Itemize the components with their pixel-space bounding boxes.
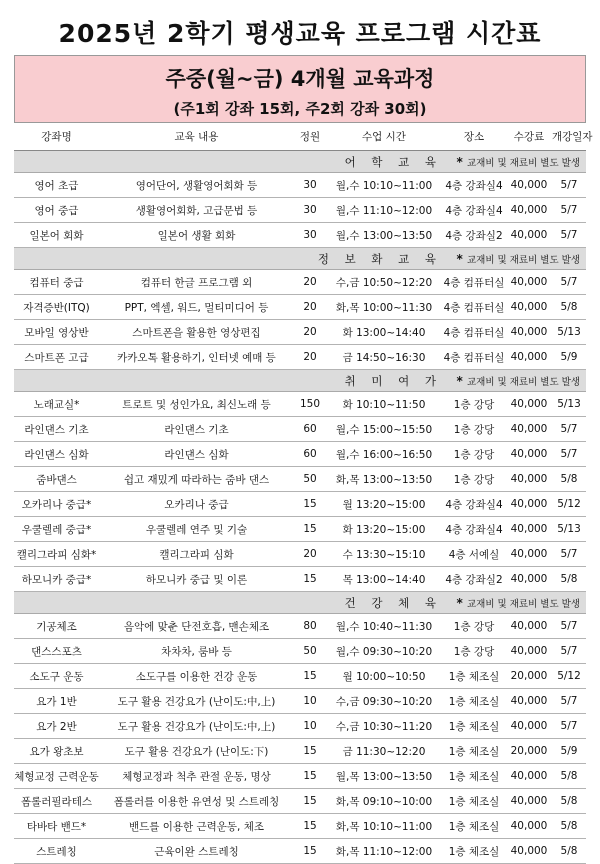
cell-fee: 40,000 <box>506 689 552 714</box>
cell-capacity: 15 <box>294 789 326 814</box>
cell-start-date: 5/13 <box>552 320 586 345</box>
asterisk-mark: * <box>456 595 467 610</box>
cell-course-content: 라인댄스 기초 <box>99 417 294 442</box>
cell-fee: 40,000 <box>506 814 552 839</box>
cell-class-time: 월,수 09:30~10:20 <box>326 639 442 664</box>
cell-capacity: 15 <box>294 517 326 542</box>
cell-class-time: 월,수 10:10~11:00 <box>326 173 442 198</box>
category-label-cell <box>14 151 442 173</box>
cell-start-date: 5/7 <box>552 614 586 639</box>
category-label: 건 강 체 육 <box>344 595 442 610</box>
cell-class-time: 화 10:10~11:50 <box>326 392 442 417</box>
cell-start-date: 5/7 <box>552 173 586 198</box>
category-label-cell <box>14 370 442 392</box>
cell-start-date: 5/8 <box>552 764 586 789</box>
cell-class-time: 화,목 10:00~11:30 <box>326 295 442 320</box>
cell-course-content: 음악에 맞춘 단전호흡, 맨손체조 <box>99 614 294 639</box>
cell-class-time: 금 11:30~12:20 <box>326 739 442 764</box>
table-row <box>14 320 586 345</box>
course-period-title: 주중(월~금) 4개월 교육과정 <box>165 67 435 91</box>
table-row <box>14 714 586 739</box>
cell-location: 1층 강당 <box>442 442 506 467</box>
cell-course-content: 도구 활용 건강요가 (난이도:中,上) <box>99 689 294 714</box>
table-row <box>14 542 586 567</box>
cell-start-date: 5/13 <box>552 392 586 417</box>
cell-location: 1층 강당 <box>442 614 506 639</box>
cell-course-name: 댄스스포츠 <box>14 639 99 664</box>
cell-course-content: 쉽고 재밌게 따라하는 줌바 댄스 <box>99 467 294 492</box>
cell-fee: 40,000 <box>506 295 552 320</box>
cell-start-date: 5/8 <box>552 839 586 864</box>
cell-course-name: 스트레칭 <box>14 839 99 864</box>
cell-start-date: 5/8 <box>552 567 586 592</box>
cell-capacity: 15 <box>294 764 326 789</box>
cell-location: 4층 강좌실4 <box>442 517 506 542</box>
cell-fee: 40,000 <box>506 567 552 592</box>
category-note-cell <box>442 370 586 392</box>
cell-capacity: 80 <box>294 614 326 639</box>
cell-start-date: 5/7 <box>552 223 586 248</box>
cell-course-content: 도구 활용 건강요가 (난이도:下) <box>99 739 294 764</box>
cell-start-date: 5/8 <box>552 789 586 814</box>
header-fee: 수강료 <box>506 123 552 151</box>
category-note: 교재비 및 재료비 별도 발생 <box>466 254 580 266</box>
cell-location: 1층 체조실 <box>442 789 506 814</box>
schedule-table <box>14 123 593 864</box>
cell-class-time: 화 13:00~14:40 <box>326 320 442 345</box>
cell-class-time: 월,수 15:00~15:50 <box>326 417 442 442</box>
cell-course-name: 라인댄스 심화 <box>14 442 99 467</box>
cell-capacity: 15 <box>294 664 326 689</box>
cell-course-content: 하모니카 중급 및 이론 <box>99 567 294 592</box>
category-note-cell <box>442 248 586 270</box>
cell-capacity: 15 <box>294 492 326 517</box>
cell-location: 1층 체조실 <box>442 764 506 789</box>
cell-start-date: 5/7 <box>552 417 586 442</box>
cell-capacity: 50 <box>294 467 326 492</box>
header-capacity: 정원 <box>294 123 326 151</box>
cell-start-date: 5/7 <box>552 270 586 295</box>
asterisk-mark: * <box>456 154 467 169</box>
cell-capacity: 20 <box>294 320 326 345</box>
category-label: 정 보 화 교 육 <box>317 251 442 266</box>
cell-course-content: 오카리나 중급 <box>99 492 294 517</box>
cell-course-name: 소도구 운동 <box>14 664 99 689</box>
cell-location: 4층 컴퓨터실 <box>442 320 506 345</box>
cell-course-name: 스마트폰 고급 <box>14 345 99 370</box>
cell-location: 1층 체조실 <box>442 814 506 839</box>
cell-course-content: 카카오톡 활용하기, 인터넷 예매 등 <box>99 345 294 370</box>
cell-course-content: 도구 활용 건강요가 (난이도:中,上) <box>99 714 294 739</box>
cell-fee: 40,000 <box>506 542 552 567</box>
table-row <box>14 223 586 248</box>
cell-class-time: 월 13:20~15:00 <box>326 492 442 517</box>
cell-start-date: 5/7 <box>552 198 586 223</box>
cell-start-date: 5/9 <box>552 345 586 370</box>
cell-class-time: 월,수 10:40~11:30 <box>326 614 442 639</box>
cell-capacity: 60 <box>294 442 326 467</box>
table-row <box>14 664 586 689</box>
cell-course-name: 폼롤러필라테스 <box>14 789 99 814</box>
cell-class-time: 화,목 13:00~13:50 <box>326 467 442 492</box>
cell-fee: 40,000 <box>506 270 552 295</box>
cell-fee: 40,000 <box>506 198 552 223</box>
table-row <box>14 839 586 864</box>
cell-capacity: 10 <box>294 689 326 714</box>
cell-class-time: 수,금 09:30~10:20 <box>326 689 442 714</box>
cell-class-time: 월 10:00~10:50 <box>326 664 442 689</box>
header-location: 장소 <box>442 123 506 151</box>
cell-start-date: 5/13 <box>552 517 586 542</box>
cell-class-time: 화 13:20~15:00 <box>326 517 442 542</box>
cell-location: 4층 강좌실4 <box>442 492 506 517</box>
cell-start-date: 5/12 <box>552 664 586 689</box>
cell-course-content: 체형교정과 척추 관절 운동, 명상 <box>99 764 294 789</box>
schedule-body <box>14 151 586 864</box>
cell-location: 4층 강좌실4 <box>442 173 506 198</box>
cell-fee: 40,000 <box>506 442 552 467</box>
table-header-row <box>14 123 586 151</box>
cell-course-content: 생활영어회화, 고급문법 등 <box>99 198 294 223</box>
cell-fee: 40,000 <box>506 714 552 739</box>
cell-course-content: 일본어 생활 회화 <box>99 223 294 248</box>
cell-capacity: 50 <box>294 639 326 664</box>
cell-capacity: 15 <box>294 567 326 592</box>
header-class-time: 수업 시간 <box>326 123 442 151</box>
cell-course-content: 우쿨렐레 연주 및 기술 <box>99 517 294 542</box>
cell-location: 1층 강당 <box>442 467 506 492</box>
cell-fee: 40,000 <box>506 839 552 864</box>
cell-location: 1층 체조실 <box>442 739 506 764</box>
cell-fee: 40,000 <box>506 173 552 198</box>
cell-class-time: 화,목 10:10~11:00 <box>326 814 442 839</box>
cell-course-content: 트로트 및 성인가요, 최신노래 등 <box>99 392 294 417</box>
cell-course-name: 컴퓨터 중급 <box>14 270 99 295</box>
table-row <box>14 392 586 417</box>
cell-start-date: 5/8 <box>552 814 586 839</box>
course-banner <box>14 55 586 123</box>
table-row <box>14 814 586 839</box>
cell-course-name: 타바타 밴드* <box>14 814 99 839</box>
category-note: 교재비 및 재료비 별도 발생 <box>466 376 580 388</box>
cell-course-content: PPT, 엑셀, 워드, 멀티미디어 등 <box>99 295 294 320</box>
cell-class-time: 월,수 13:00~13:50 <box>326 223 442 248</box>
cell-course-content: 근육이완 스트레칭 <box>99 839 294 864</box>
category-note: 교재비 및 재료비 별도 발생 <box>466 598 580 610</box>
header-start-date: 개강일자 <box>552 123 586 151</box>
cell-course-content: 차차차, 룸바 등 <box>99 639 294 664</box>
category-row <box>14 248 586 270</box>
cell-capacity: 30 <box>294 198 326 223</box>
category-note-cell <box>442 592 586 614</box>
cell-location: 4층 컴퓨터실 <box>442 345 506 370</box>
cell-fee: 40,000 <box>506 467 552 492</box>
table-row <box>14 789 586 814</box>
page-title: 2025년 2학기 평생교육 프로그램 시간표 <box>58 19 542 48</box>
cell-course-name: 체형교정 근력운동 <box>14 764 99 789</box>
cell-capacity: 60 <box>294 417 326 442</box>
cell-location: 1층 체조실 <box>442 839 506 864</box>
category-row <box>14 370 586 392</box>
table-row <box>14 517 586 542</box>
table-row <box>14 173 586 198</box>
category-label: 어 학 교 육 <box>344 154 442 169</box>
cell-course-name: 하모니카 중급* <box>14 567 99 592</box>
header-course-name: 강좌명 <box>14 123 99 151</box>
cell-capacity: 10 <box>294 714 326 739</box>
cell-fee: 40,000 <box>506 223 552 248</box>
cell-start-date: 5/12 <box>552 492 586 517</box>
cell-class-time: 화,목 11:10~12:00 <box>326 839 442 864</box>
table-row <box>14 764 586 789</box>
cell-start-date: 5/7 <box>552 442 586 467</box>
table-row <box>14 345 586 370</box>
cell-course-name: 모바일 영상반 <box>14 320 99 345</box>
cell-course-name: 영어 중급 <box>14 198 99 223</box>
cell-start-date: 5/8 <box>552 467 586 492</box>
cell-course-name: 라인댄스 기초 <box>14 417 99 442</box>
cell-course-name: 기공체조 <box>14 614 99 639</box>
cell-capacity: 20 <box>294 542 326 567</box>
cell-capacity: 20 <box>294 295 326 320</box>
cell-course-name: 영어 초급 <box>14 173 99 198</box>
cell-start-date: 5/7 <box>552 714 586 739</box>
cell-capacity: 150 <box>294 392 326 417</box>
cell-course-content: 소도구를 이용한 건강 운동 <box>99 664 294 689</box>
table-row <box>14 689 586 714</box>
category-row <box>14 592 586 614</box>
asterisk-mark: * <box>456 373 467 388</box>
cell-class-time: 수,금 10:30~11:20 <box>326 714 442 739</box>
cell-capacity: 30 <box>294 223 326 248</box>
cell-location: 1층 체조실 <box>442 714 506 739</box>
cell-start-date: 5/7 <box>552 542 586 567</box>
cell-course-name: 노래교실* <box>14 392 99 417</box>
cell-class-time: 목 13:00~14:40 <box>326 567 442 592</box>
cell-capacity: 15 <box>294 739 326 764</box>
cell-course-content: 폼롤러를 이용한 유연성 및 스트레칭 <box>99 789 294 814</box>
category-note: 교재비 및 재료비 별도 발생 <box>466 157 580 169</box>
cell-fee: 40,000 <box>506 639 552 664</box>
cell-fee: 40,000 <box>506 392 552 417</box>
cell-course-name: 캘리그라피 심화* <box>14 542 99 567</box>
cell-course-name: 우쿨렐레 중급* <box>14 517 99 542</box>
cell-class-time: 월,목 13:00~13:50 <box>326 764 442 789</box>
header-content: 교육 내용 <box>99 123 294 151</box>
cell-course-name: 요가 2반 <box>14 714 99 739</box>
cell-fee: 40,000 <box>506 789 552 814</box>
category-label-cell <box>14 248 442 270</box>
table-row <box>14 567 586 592</box>
cell-location: 1층 체조실 <box>442 664 506 689</box>
cell-course-content: 라인댄스 심화 <box>99 442 294 467</box>
cell-fee: 40,000 <box>506 517 552 542</box>
cell-fee: 40,000 <box>506 345 552 370</box>
cell-fee: 20,000 <box>506 739 552 764</box>
cell-course-name: 자격증반(ITQ) <box>14 295 99 320</box>
cell-start-date: 5/7 <box>552 689 586 714</box>
table-row <box>14 614 586 639</box>
cell-location: 4층 컴퓨터실 <box>442 270 506 295</box>
table-row <box>14 739 586 764</box>
cell-class-time: 금 14:50~16:30 <box>326 345 442 370</box>
category-note-cell <box>442 151 586 173</box>
cell-start-date: 5/8 <box>552 295 586 320</box>
table-row <box>14 198 586 223</box>
cell-location: 1층 강당 <box>442 639 506 664</box>
cell-capacity: 20 <box>294 270 326 295</box>
cell-fee: 40,000 <box>506 764 552 789</box>
cell-location: 4층 강좌실4 <box>442 198 506 223</box>
cell-class-time: 수,금 10:50~12:20 <box>326 270 442 295</box>
cell-location: 4층 컴퓨터실 <box>442 295 506 320</box>
cell-class-time: 화,목 09:10~10:00 <box>326 789 442 814</box>
cell-course-content: 캘리그라피 심화 <box>99 542 294 567</box>
category-label: 취 미 여 가 <box>344 373 442 388</box>
cell-course-name: 요가 1반 <box>14 689 99 714</box>
cell-course-content: 스마트폰을 활용한 영상편집 <box>99 320 294 345</box>
table-row <box>14 639 586 664</box>
cell-location: 1층 체조실 <box>442 689 506 714</box>
cell-class-time: 월,수 11:10~12:00 <box>326 198 442 223</box>
cell-capacity: 15 <box>294 839 326 864</box>
cell-class-time: 수 13:30~15:10 <box>326 542 442 567</box>
table-row <box>14 467 586 492</box>
cell-course-name: 일본어 회화 <box>14 223 99 248</box>
cell-course-name: 줌바댄스 <box>14 467 99 492</box>
cell-location: 1층 강당 <box>442 417 506 442</box>
cell-fee: 40,000 <box>506 492 552 517</box>
cell-course-content: 컴퓨터 한글 프로그램 외 <box>99 270 294 295</box>
cell-course-content: 영어단어, 생활영어회화 등 <box>99 173 294 198</box>
cell-course-name: 요가 왕초보 <box>14 739 99 764</box>
cell-capacity: 20 <box>294 345 326 370</box>
table-row <box>14 295 586 320</box>
cell-capacity: 30 <box>294 173 326 198</box>
table-row <box>14 492 586 517</box>
cell-course-content: 밴드를 이용한 근력운동, 체조 <box>99 814 294 839</box>
cell-start-date: 5/7 <box>552 639 586 664</box>
cell-fee: 40,000 <box>506 614 552 639</box>
cell-location: 4층 강좌실2 <box>442 223 506 248</box>
table-row <box>14 442 586 467</box>
cell-location: 4층 강좌실2 <box>442 567 506 592</box>
category-label-cell <box>14 592 442 614</box>
cell-course-name: 오카리나 중급* <box>14 492 99 517</box>
cell-fee: 40,000 <box>506 417 552 442</box>
cell-location: 1층 강당 <box>442 392 506 417</box>
cell-fee: 20,000 <box>506 664 552 689</box>
table-row <box>14 270 586 295</box>
cell-fee: 40,000 <box>506 320 552 345</box>
table-row <box>14 417 586 442</box>
cell-start-date: 5/9 <box>552 739 586 764</box>
cell-class-time: 월,수 16:00~16:50 <box>326 442 442 467</box>
category-row <box>14 151 586 173</box>
cell-capacity: 15 <box>294 814 326 839</box>
cell-location: 4층 서예실 <box>442 542 506 567</box>
course-session-info: (주1회 강좌 15회, 주2회 강좌 30회) <box>173 100 427 118</box>
asterisk-mark: * <box>456 251 467 266</box>
